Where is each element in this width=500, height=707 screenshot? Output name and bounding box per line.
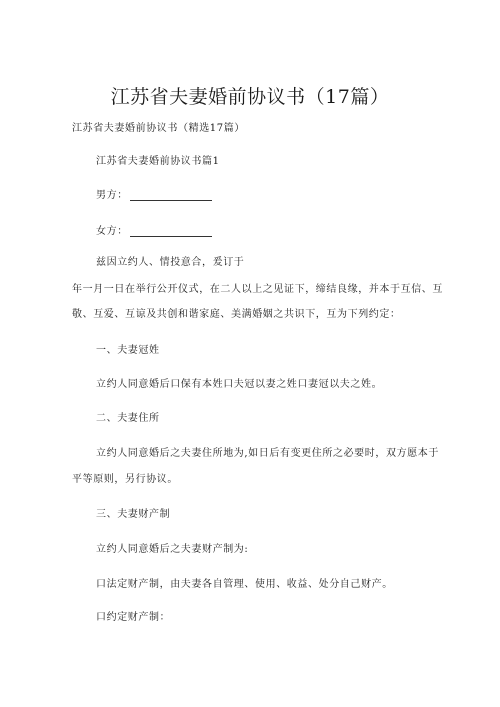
clause-2-heading: 二、夫妻住所 [96, 413, 160, 424]
wife-label: 女方： [96, 226, 128, 237]
document-title: 江苏省夫妻婚前协议书（17篇） [110, 86, 390, 108]
intro-line-3: 敬、互爱、互谅及共创和谐家庭、美满婚姻之共识下，互为下列约定： [72, 309, 401, 320]
husband-label: 男方： [96, 190, 128, 201]
property-option-statutory: 口法定财产制，由夫妻各自管理、使用、收益、处分自己财产。 [96, 579, 393, 590]
document-subtitle: 江苏省夫妻婚前协议书（精选17篇） [72, 123, 245, 134]
wife-field [96, 222, 212, 237]
clause-2-text-line-1: 立约人同意婚后之夫妻住所地为,如日后有变更住所之必要时，双方愿本于 [96, 448, 439, 459]
property-option-contractual: 口约定财产制： [96, 612, 171, 623]
husband-field [96, 186, 212, 201]
clause-3-text: 立约人同意婚后之夫妻财产制为: [96, 544, 249, 555]
clause-1-text: 立约人同意婚后口保有本姓口夫冠以妻之姓口妻冠以夫之姓。 [96, 379, 383, 390]
wife-blank-line [130, 227, 212, 237]
section-heading: 江苏省夫妻婚前协议书篇1 [96, 156, 220, 167]
intro-line-2: 年一月一日在举行公开仪式，在二人以上之见证下，缔结良缘，并本于互信、互 [72, 284, 443, 295]
clause-3-heading: 三、夫妻财产制 [96, 509, 171, 520]
clause-1-heading: 一、夫妻冠姓 [96, 345, 160, 356]
clause-2-text-line-2: 平等原则，另行协议。 [72, 474, 178, 485]
intro-line-1: 兹因立约人、情投意合，爰订于 [96, 257, 245, 268]
husband-blank-line [130, 191, 212, 201]
